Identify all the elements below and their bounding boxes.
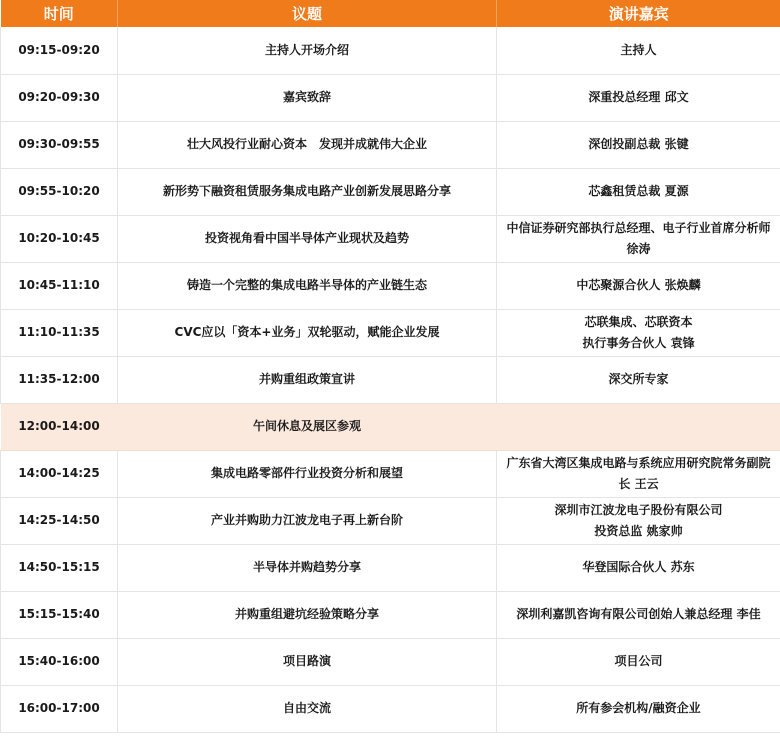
agenda-time: 11:35-12:00 [1, 356, 118, 403]
agenda-time: 12:00-14:00 [1, 403, 118, 450]
speaker-line: 广东省大湾区集成电路与系统应用研究院常务副院 [506, 455, 771, 470]
agenda-time: 09:30-09:55 [1, 121, 118, 168]
agenda-time: 09:15-09:20 [1, 27, 118, 74]
agenda-topic: 投资视角看中国半导体产业现状及趋势 [118, 215, 497, 262]
agenda-row [1, 685, 780, 732]
agenda-row [1, 497, 780, 544]
agenda-speaker [497, 168, 780, 215]
agenda-speaker [497, 497, 780, 544]
agenda-row [1, 215, 780, 262]
agenda-topic: 并购重组避坑经验策略分享 [118, 591, 497, 638]
speaker-line: 深重投总经理 邱文 [588, 90, 689, 104]
agenda-row [1, 356, 780, 403]
agenda-topic: 项目路演 [118, 638, 497, 685]
header-speaker: 演讲嘉宾 [497, 0, 780, 27]
speaker-line: 项目公司 [614, 654, 663, 668]
speaker-line: 深交所专家 [608, 372, 669, 386]
speaker-line: 芯鑫租赁总裁 夏源 [588, 184, 689, 198]
agenda-row [1, 544, 780, 591]
agenda-time: 14:50-15:15 [1, 544, 118, 591]
agenda-topic: 午间休息及展区参观 [118, 403, 497, 450]
agenda-time: 10:45-11:10 [1, 262, 118, 309]
speaker-line: 芯联集成、芯联资本 [584, 314, 693, 329]
agenda-topic: 集成电路零部件行业投资分析和展望 [118, 450, 497, 497]
speaker-line: 深创投副总裁 张键 [588, 137, 689, 151]
agenda-topic: 嘉宾致辞 [118, 74, 497, 121]
agenda-speaker [497, 309, 780, 356]
speaker-line: 投资总监 姚家帅 [594, 523, 683, 538]
speaker-line: 长 王云 [618, 476, 659, 491]
agenda-time: 09:20-09:30 [1, 74, 118, 121]
agenda-body [1, 27, 780, 732]
agenda-topic: 自由交流 [118, 685, 497, 732]
agenda-topic: 并购重组政策宣讲 [118, 356, 497, 403]
agenda-speaker [497, 685, 780, 732]
agenda-row [1, 74, 780, 121]
agenda-row [1, 638, 780, 685]
agenda-header [1, 0, 780, 27]
speaker-line: 深圳利嘉凯咨询有限公司创始人兼总经理 李佳 [516, 607, 761, 621]
agenda-topic: 铸造一个完整的集成电路半导体的产业链生态 [118, 262, 497, 309]
speaker-line: 华登国际合伙人 苏东 [582, 560, 695, 574]
agenda-row [1, 309, 780, 356]
header-time: 时间 [1, 0, 118, 27]
agenda-row [1, 27, 780, 74]
agenda-topic: 主持人开场介绍 [118, 27, 497, 74]
agenda-speaker [497, 121, 780, 168]
agenda-row [1, 121, 780, 168]
speaker-line: 执行事务合伙人 袁锋 [582, 335, 695, 350]
agenda-row [1, 591, 780, 638]
speaker-line: 徐涛 [626, 241, 651, 256]
agenda-topic: 新形势下融资租赁服务集成电路产业创新发展思路分享 [118, 168, 497, 215]
agenda-topic: CVC应以「资本+业务」双轮驱动，赋能企业发展 [118, 309, 497, 356]
agenda-row-break [1, 403, 780, 450]
agenda-speaker [497, 356, 780, 403]
agenda-speaker [497, 638, 780, 685]
agenda-time: 09:55-10:20 [1, 168, 118, 215]
speaker-line: 所有参会机构/融资企业 [576, 701, 701, 715]
agenda-speaker [497, 215, 780, 262]
speaker-line: 中芯聚源合伙人 张焕麟 [576, 278, 701, 292]
agenda-time: 14:00-14:25 [1, 450, 118, 497]
speaker-line: 主持人 [620, 42, 657, 57]
agenda-row [1, 168, 780, 215]
agenda-row [1, 262, 780, 309]
agenda-topic: 产业并购助力江波龙电子再上新台阶 [118, 497, 497, 544]
agenda-time: 15:15-15:40 [1, 591, 118, 638]
agenda-speaker [497, 262, 780, 309]
agenda-time: 15:40-16:00 [1, 638, 118, 685]
speaker-line: 中信证券研究部执行总经理、电子行业首席分析师 [506, 220, 771, 235]
agenda-speaker [497, 450, 780, 497]
agenda-topic: 半导体并购趋势分享 [118, 544, 497, 591]
agenda-speaker [497, 544, 780, 591]
agenda-speaker [497, 403, 780, 450]
header-topic: 议题 [118, 0, 497, 27]
agenda-time: 14:25-14:50 [1, 497, 118, 544]
agenda-speaker [497, 74, 780, 121]
agenda-speaker [497, 27, 780, 74]
agenda-time: 10:20-10:45 [1, 215, 118, 262]
agenda-topic: 壮大风投行业耐心资本 发现并成就伟大企业 [118, 121, 497, 168]
speaker-line: 深圳市江波龙电子股份有限公司 [554, 502, 723, 517]
agenda-speaker [497, 591, 780, 638]
agenda-time: 11:10-11:35 [1, 309, 118, 356]
agenda-row [1, 450, 780, 497]
agenda-time: 16:00-17:00 [1, 685, 118, 732]
